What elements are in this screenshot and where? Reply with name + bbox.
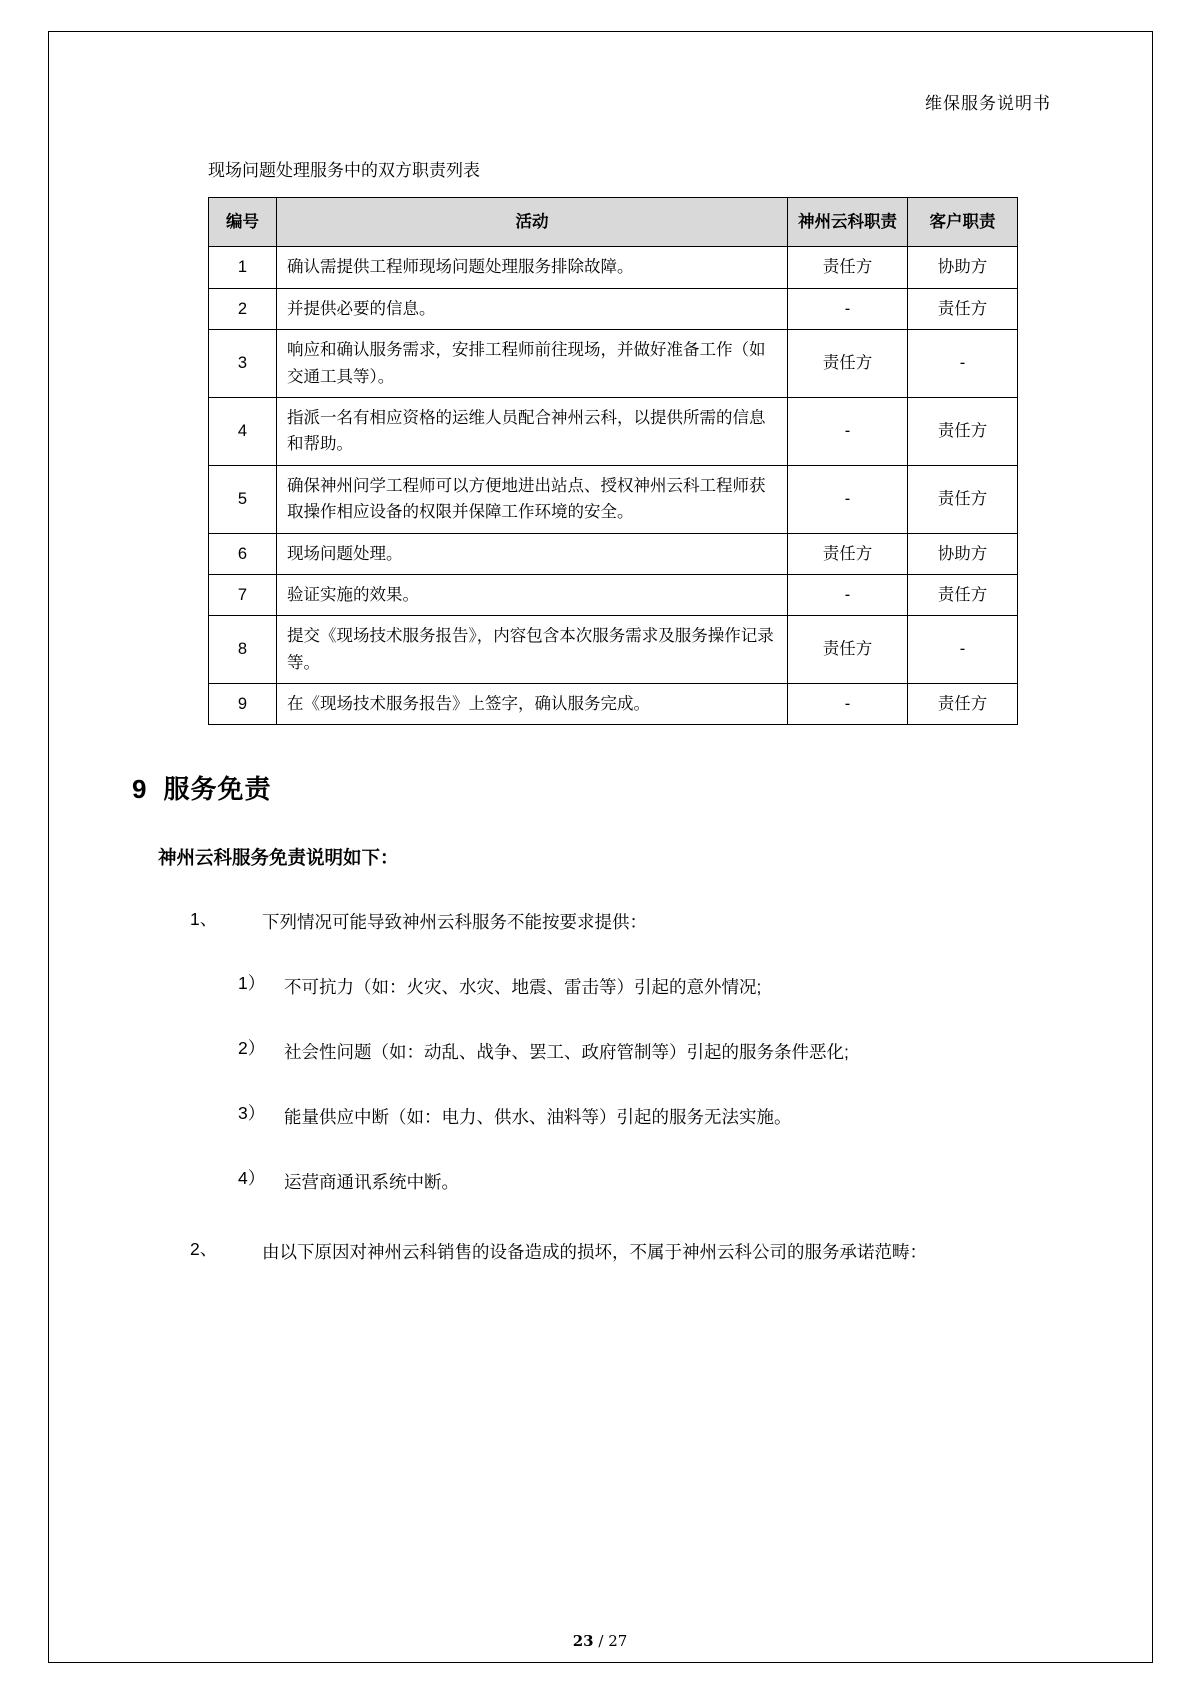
list-item xyxy=(238,1035,1093,1070)
cell-provider-duty: - xyxy=(788,397,908,465)
cell-activity: 在《现场技术服务报告》上签字，确认服务完成。 xyxy=(277,684,788,725)
cell-provider-duty: - xyxy=(788,288,908,329)
table-header-row xyxy=(209,198,1018,247)
table-row xyxy=(209,330,1018,398)
current-page-number: 23 xyxy=(572,1632,594,1650)
table-row xyxy=(209,574,1018,615)
cell-customer-duty: 责任方 xyxy=(908,465,1018,533)
cell-customer-duty: - xyxy=(908,330,1018,398)
section-heading xyxy=(132,769,1093,806)
section-title: 服务免责 xyxy=(163,774,272,805)
table-row xyxy=(209,397,1018,465)
cell-provider-duty: 责任方 xyxy=(788,616,908,684)
list-marker: 1） xyxy=(238,972,266,993)
table-row xyxy=(209,616,1018,684)
cell-provider-duty: 责任方 xyxy=(788,533,908,574)
list-item xyxy=(190,1236,1093,1269)
cell-activity: 指派一名有相应资格的运维人员配合神州云科，以提供所需的信息和帮助。 xyxy=(277,397,788,465)
list-item xyxy=(190,906,1093,939)
cell-provider-duty: - xyxy=(788,684,908,725)
table-row xyxy=(209,465,1018,533)
page-content xyxy=(48,31,1153,1663)
cell-customer-duty: - xyxy=(908,616,1018,684)
cell-activity: 确保神州问学工程师可以方便地进出站点、授权神州云科工程师获取操作相应设备的权限并保障工作环境的安全。 xyxy=(277,465,788,533)
list-marker: 4） xyxy=(238,1167,266,1188)
cell-no: 1 xyxy=(209,247,277,288)
cell-customer-duty: 责任方 xyxy=(908,288,1018,329)
cell-activity: 并提供必要的信息。 xyxy=(277,288,788,329)
page-separator: / xyxy=(598,1632,604,1650)
column-header-no: 编号 xyxy=(209,198,277,247)
cell-provider-duty: 责任方 xyxy=(788,330,908,398)
column-header-customer-duty: 客户职责 xyxy=(908,198,1018,247)
list-item-text: 下列情况可能导致神州云科服务不能按要求提供： xyxy=(262,912,647,933)
table-row xyxy=(209,684,1018,725)
list-item xyxy=(238,970,1093,1005)
list-item-text: 能量供应中断（如：电力、供水、油料等）引起的服务无法实施。 xyxy=(284,1106,792,1127)
list-marker: 2、 xyxy=(190,1238,218,1259)
cell-no: 5 xyxy=(209,465,277,533)
cell-no: 3 xyxy=(209,330,277,398)
cell-activity: 现场问题处理。 xyxy=(277,533,788,574)
cell-activity: 响应和确认服务需求，安排工程师前往现场，并做好准备工作（如交通工具等）。 xyxy=(277,330,788,398)
table-row xyxy=(209,533,1018,574)
list-item-text: 不可抗力（如：火灾、水灾、地震、雷击等）引起的意外情况; xyxy=(284,976,762,997)
cell-activity: 提交《现场技术服务报告》，内容包含本次服务需求及服务操作记录等。 xyxy=(277,616,788,684)
total-page-number: 27 xyxy=(608,1632,628,1650)
section-number: 9 xyxy=(132,774,148,805)
cell-activity: 验证实施的效果。 xyxy=(277,574,788,615)
table-row xyxy=(209,288,1018,329)
cell-provider-duty: - xyxy=(788,465,908,533)
list-marker: 2） xyxy=(238,1037,266,1058)
cell-no: 2 xyxy=(209,288,277,329)
list-item xyxy=(238,1165,1093,1200)
list-item-text: 由以下原因对神州云科销售的设备造成的损坏，不属于神州云科公司的服务承诺范畴： xyxy=(262,1241,927,1262)
list-marker: 3） xyxy=(238,1102,266,1123)
cell-no: 6 xyxy=(209,533,277,574)
page-header-title: 维保服务说明书 xyxy=(925,94,1051,114)
cell-no: 8 xyxy=(209,616,277,684)
cell-customer-duty: 协助方 xyxy=(908,533,1018,574)
cell-activity: 确认需提供工程师现场问题处理服务排除故障。 xyxy=(277,247,788,288)
list-item xyxy=(238,1100,1093,1135)
cell-provider-duty: 责任方 xyxy=(788,247,908,288)
cell-provider-duty: - xyxy=(788,574,908,615)
column-header-activity: 活动 xyxy=(277,198,788,247)
table-row xyxy=(209,247,1018,288)
cell-no: 9 xyxy=(209,684,277,725)
column-header-provider-duty: 神州云科职责 xyxy=(788,198,908,247)
cell-customer-duty: 责任方 xyxy=(908,574,1018,615)
list-marker: 1、 xyxy=(190,909,218,930)
disclaimer-subheading: 神州云科服务免责说明如下： xyxy=(158,847,399,869)
cell-no: 7 xyxy=(209,574,277,615)
cell-no: 4 xyxy=(209,397,277,465)
responsibility-table xyxy=(208,197,1018,725)
page-footer xyxy=(0,1632,1200,1650)
table-caption: 现场问题处理服务中的双方职责列表 xyxy=(208,161,480,180)
cell-customer-duty: 责任方 xyxy=(908,397,1018,465)
list-item-text: 社会性问题（如：动乱、战争、罢工、政府管制等）引起的服务条件恶化; xyxy=(284,1041,849,1062)
cell-customer-duty: 责任方 xyxy=(908,684,1018,725)
cell-customer-duty: 协助方 xyxy=(908,247,1018,288)
list-item-text: 运营商通讯系统中断。 xyxy=(284,1171,459,1192)
